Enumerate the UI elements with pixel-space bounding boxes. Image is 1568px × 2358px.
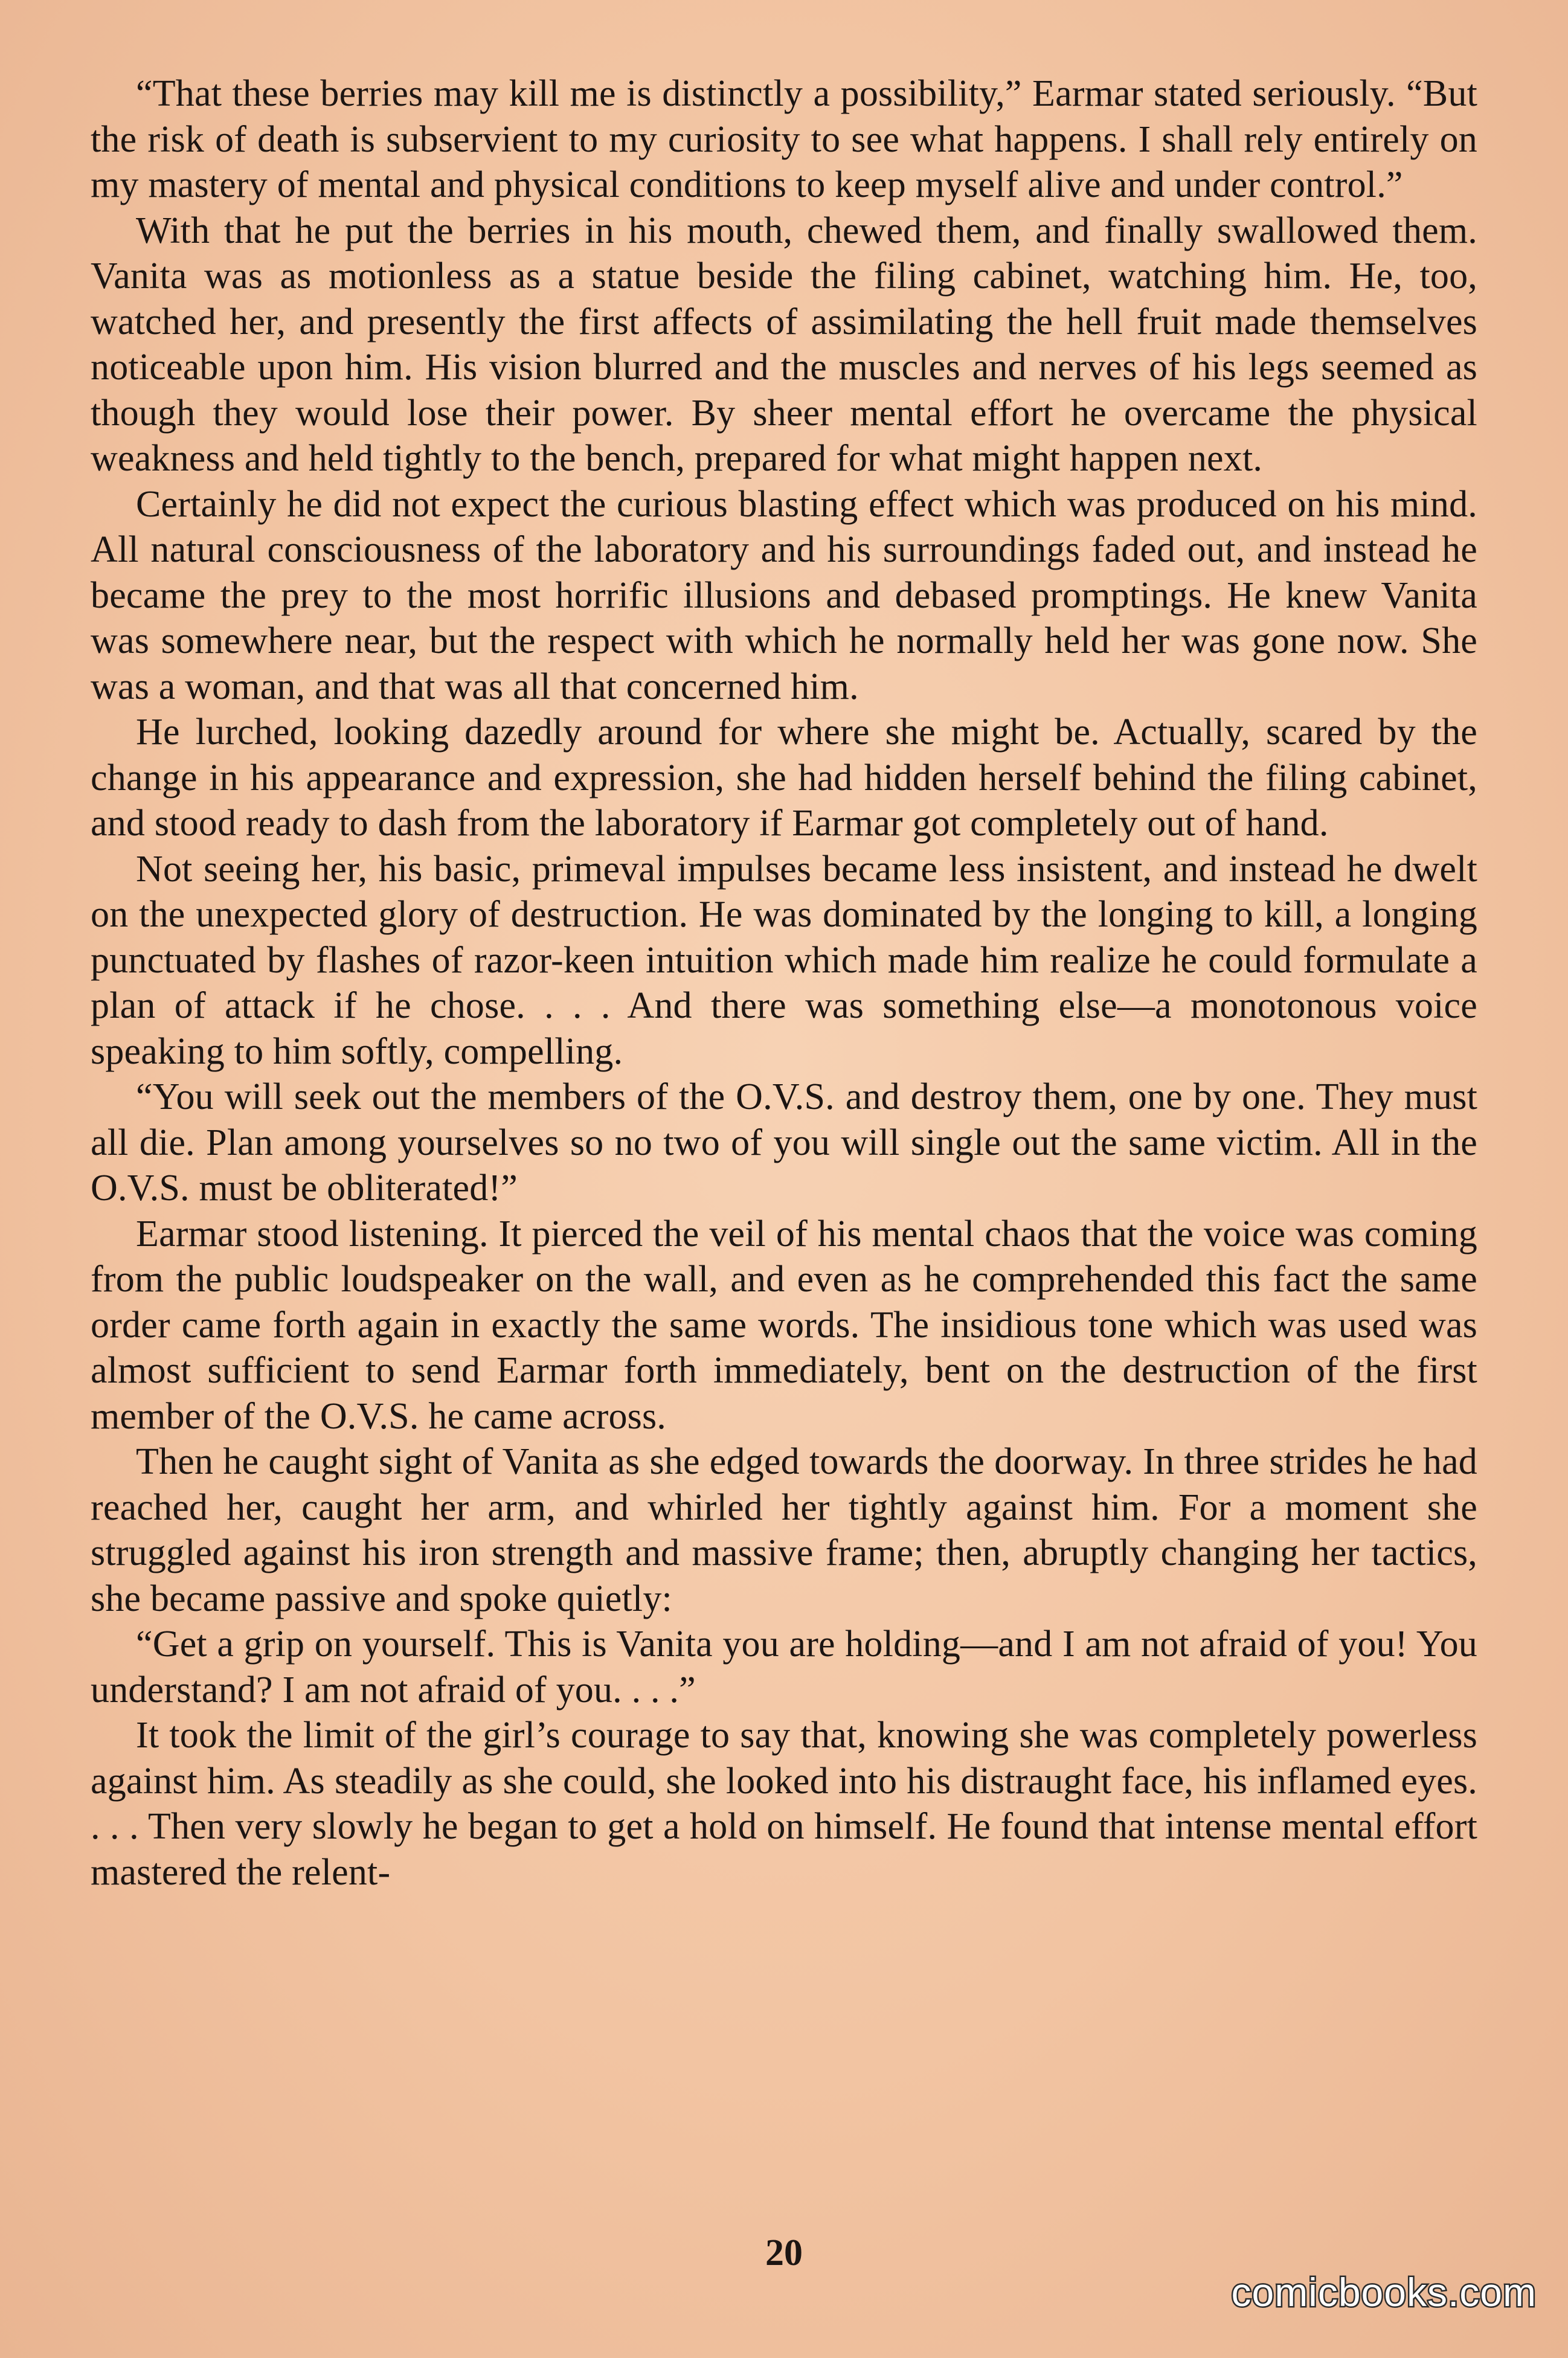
paragraph-8: Then he caught sight of Vanita as she edged towards the doorway. In three strides he had reached her, caught her arm, and whirled her tightly against him. For a moment she struggled against his iron strength and massive frame; then, abruptly changing her tactics, she became passive and spoke quietly:	[91, 1441, 1477, 1619]
paragraph-10: It took the limit of the girl’s courage to say that, knowing she was completely powerless against him. As steadily as she could, she looked into his distraught face, his inflamed eyes. . . . Then very slowly he began to get a hold on himself. He found that intense mental effort mastered the relent-	[91, 1715, 1477, 1893]
watermark-logo: comicbooks.com	[1231, 2270, 1537, 2315]
paragraph-1: “That these berries may kill me is distinctly a possibility,” Earmar stated seriously. “But the risk of death is subservient to my curiosity to see what happens. I shall rely entirely on my mastery of mental and physical conditions to keep myself alive and under control.”	[91, 73, 1477, 205]
paragraph-2: With that he put the berries in his mouth, chewed them, and finally swallowed them. Vanita was as motionless as a statue beside the filing cabinet, watching him. He, too, watched her, and presently the first affects of assimilating the hell fruit made themselves noticeable upon him. His vision blurred and the muscles and nerves of his legs seemed as though they would lose their power. By sheer mental effort he overcame the physical weakness and held tightly to the bench, prepared for what might happen next.	[91, 210, 1477, 479]
paragraph-9: “Get a grip on yourself. This is Vanita you are holding—and I am not afraid of you! You understand? I am not afraid of you. . . .”	[91, 1624, 1477, 1711]
page-number: 20	[765, 2232, 803, 2273]
paragraph-5: Not seeing her, his basic, primeval impulses became less insistent, and instead he dwelt on the unexpected glory of destruction. He was dominated by the longing to kill, a longing punctuated by flashes of razor-keen intuition which made him realize he could formulate a plan of attack if he chose. . . . And there was something else—a monotonous voice speaking to him softly, compelling.	[91, 848, 1477, 1072]
paragraph-7: Earmar stood listening. It pierced the veil of his mental chaos that the voice was coming from the public loudspeaker on the wall, and even as he comprehended this fact the same order came forth again in exactly the same words. The insidious tone which was used was almost sufficient to send Earmar forth immediately, bent on the destruction of the first member of the O.V.S. he came across.	[91, 1213, 1477, 1437]
paragraph-6: “You will seek out the members of the O.V.S. and destroy them, one by one. They must all die. Plan among yourselves so no two of you will single out the same victim. All in the O.V.S. must be obliterated!”	[91, 1076, 1477, 1209]
paragraph-4: He lurched, looking dazedly around for where she might be. Actually, scared by the change in his appearance and expression, she had hidden herself behind the filing cabinet, and stood ready to dash from the laboratory if Earmar got completely out of hand.	[91, 712, 1477, 844]
paragraph-3: Certainly he did not expect the curious blasting effect which was produced on his mind. All natural consciousness of the laboratory and his surroundings faded out, and instead he became the prey to the most horrific illusions and debased promptings. He knew Vanita was somewhere near, but the respect with which he normally held her was gone now. She was a woman, and that was all that concerned him.	[91, 483, 1477, 707]
text-column	[91, 71, 1477, 2185]
